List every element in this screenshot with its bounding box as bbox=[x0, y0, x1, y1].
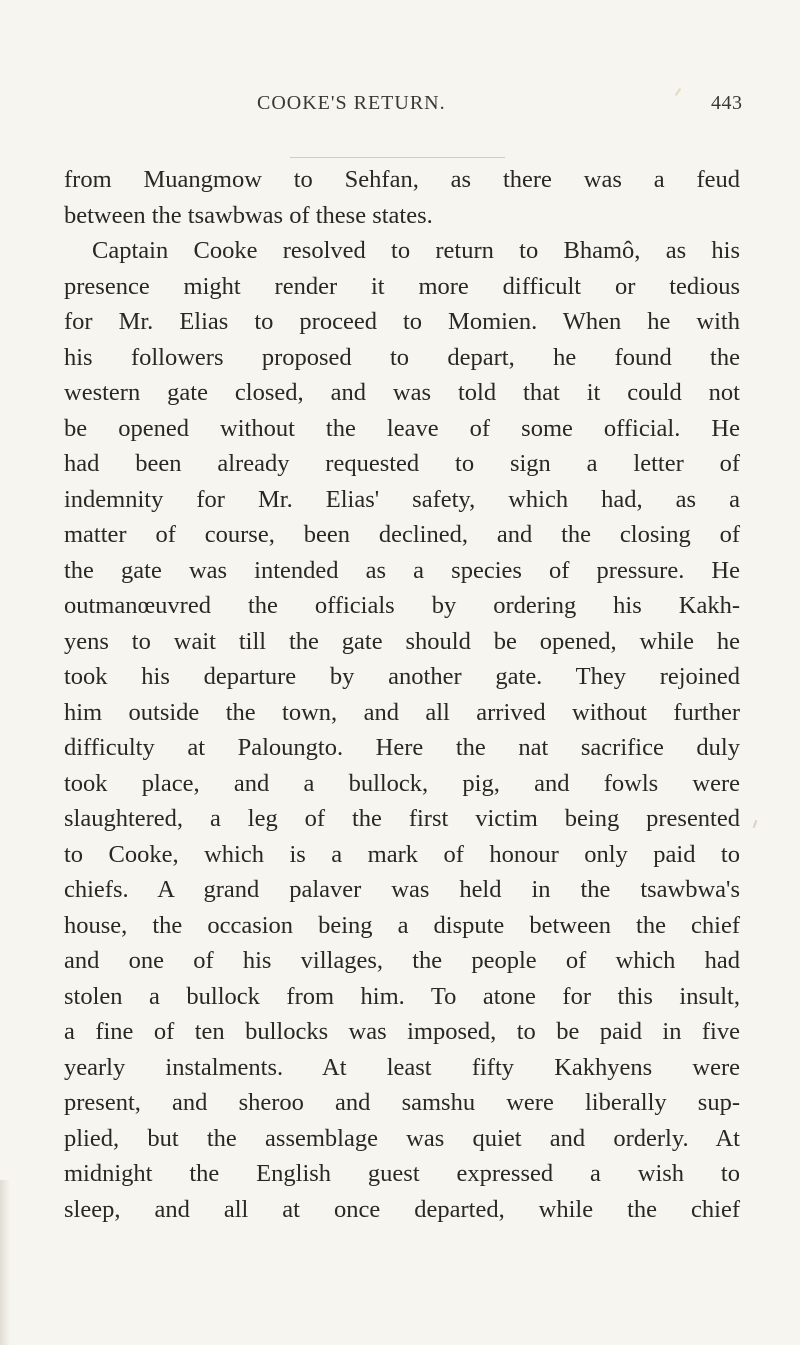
text-line: sleep, and all at once departed, while the chief bbox=[64, 1195, 740, 1223]
text-line: yearly instalments. At least fifty Kakhyens were bbox=[64, 1053, 740, 1081]
text-line: from Muangmow to Sehfan, as there was a feud bbox=[64, 166, 740, 193]
text-line: matter of course, been declined, and the closing of bbox=[64, 521, 740, 548]
text-line: slaughtered, a leg of the first victim being presented bbox=[64, 805, 740, 832]
text-line: had been already requested to sign a letter of bbox=[64, 450, 740, 477]
text-line: him outside the town, and all arrived without further bbox=[64, 698, 740, 726]
header-rule bbox=[290, 157, 505, 158]
text-line: Captain Cooke resolved to return to Bhamô, as his bbox=[92, 237, 740, 264]
text-line: took place, and a bullock, pig, and fowls were bbox=[64, 769, 740, 797]
text-line: be opened without the leave of some official. He bbox=[64, 414, 740, 442]
text-line: to Cooke, which is a mark of honour only paid to bbox=[64, 840, 740, 868]
text-line: midnight the English guest expressed a wish to bbox=[64, 1160, 740, 1187]
text-line: plied, but the assemblage was quiet and orderly. At bbox=[64, 1124, 740, 1152]
running-head bbox=[0, 92, 800, 122]
text-line: house, the occasion being a dispute between the chief bbox=[64, 911, 740, 939]
body-text bbox=[64, 162, 740, 1227]
paper-mark bbox=[753, 820, 758, 828]
text-line: outmanœuvred the officials by ordering his Kakh- bbox=[64, 592, 740, 619]
text-line: presence might render it more difficult or tedious bbox=[64, 272, 740, 300]
text-line: chiefs. A grand palaver was held in the tsawbwa's bbox=[64, 876, 740, 903]
text-line: difficulty at Paloungto. Here the nat sacrifice duly bbox=[64, 734, 740, 761]
text-line: present, and sheroo and samshu were liberally sup- bbox=[64, 1089, 740, 1116]
text-line: stolen a bullock from him. To atone for this insult, bbox=[64, 982, 740, 1010]
gutter-shadow bbox=[0, 1180, 10, 1345]
text-line: his followers proposed to depart, he found the bbox=[64, 343, 740, 371]
text-line: yens to wait till the gate should be opened, while he bbox=[64, 627, 740, 655]
text-line: between the tsawbwas of these states. bbox=[64, 201, 433, 229]
text-line: the gate was intended as a species of pressure. He bbox=[64, 556, 740, 584]
page-number: 443 bbox=[711, 92, 743, 114]
text-line: indemnity for Mr. Elias' safety, which had, as a bbox=[64, 485, 740, 513]
text-line: a fine of ten bullocks was imposed, to be paid in five bbox=[64, 1018, 740, 1045]
text-line: took his departure by another gate. They rejoined bbox=[64, 663, 740, 690]
text-line: and one of his villages, the people of which had bbox=[64, 947, 740, 974]
text-line: for Mr. Elias to proceed to Momien. When he with bbox=[64, 308, 740, 335]
text-line: western gate closed, and was told that it could not bbox=[64, 379, 740, 406]
running-head-title: COOKE'S RETURN. bbox=[257, 92, 446, 114]
